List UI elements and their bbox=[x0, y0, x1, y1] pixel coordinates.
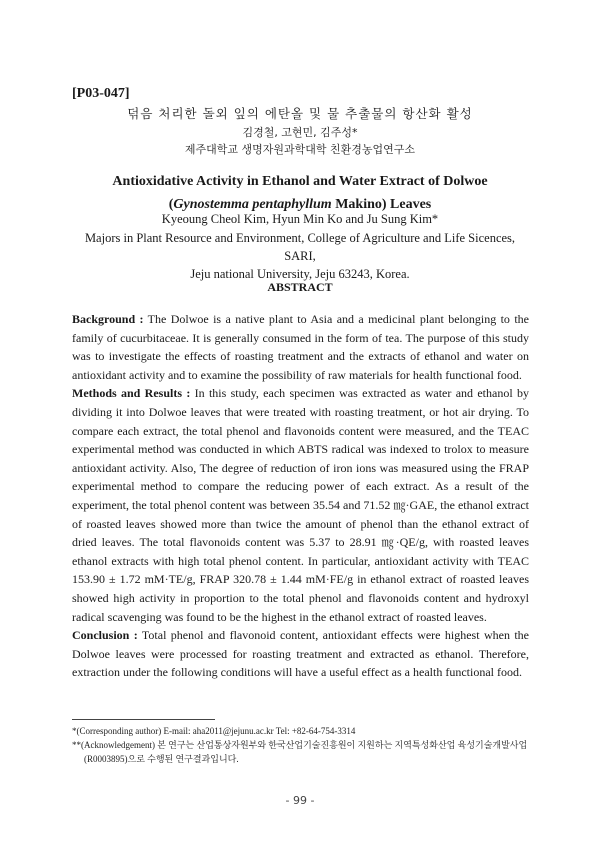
footnote-acknowledgement-cont: (R0003895)으로 수행된 연구결과입니다. bbox=[84, 754, 239, 764]
english-authors: Kyeoung Cheol Kim, Hyun Min Ko and Ju Sung Kim* bbox=[161, 212, 439, 226]
english-title-species: Gynostemma pentaphyllum bbox=[173, 197, 332, 212]
footnote-divider bbox=[72, 719, 215, 720]
conclusion-paragraph bbox=[72, 626, 529, 682]
methods-text: In this study, each specimen was extracted as water and ethanol by dividing it into Dolwoe leaves that were treated with roasting treatment, or hot air drying. To compare each extract, the total phenol and flavonoids content were measured, and the TEAC experimental method was conducted in which ABTS radical was indexed to trolox to measure antioxidant activity. Also, The degree of reduction of iron ions was measured using the FRAP experimental method to compare the reducing power of each extract. As a result of the experiment, the total phenol content was between 35.54 and 71.52 ㎎·GAE, the ethanol extract of roasted leaves showed more than twice the amount of phenol than the ethanol extract of dried leaves. The total flavonoids content was 5.37 to 28.91 ㎎·QE/g, with roasted leaves ethanol extracts with high total phenol content. In particular, antioxidant activity with TEAC 153.90 ± 1.72 mM·TE/g, FRAP 320.78 ± 1.44 mM·FE/g in ethanol extract of roasted leaves showed high activity in proportion to the total phenol and flavonoids content and hydroxyl radical scavenging was found to be the highest in the ethanol extract of roasted leaves. bbox=[72, 386, 529, 624]
abstract-body bbox=[72, 310, 529, 682]
background-label: Background : bbox=[72, 312, 144, 326]
conclusion-label: Conclusion : bbox=[72, 628, 138, 643]
english-title bbox=[72, 170, 528, 216]
english-affiliation-line2: Jeju national University, Jeju 63243, Korea. bbox=[190, 267, 410, 281]
english-title-part1: Antioxidative Activity in Ethanol and Water Extract of Dolwoe ( bbox=[112, 174, 488, 212]
methods-paragraph bbox=[72, 384, 529, 626]
conclusion-text: Total phenol and flavonoid content, antioxidant effects were highest when the Dolwoe leaves were processed for roasting treatment and extracted as ethanol. Therefore, extraction under the following conditions will have a useful effect as a health functional food. bbox=[72, 628, 529, 680]
abstract-code: [P03-047] bbox=[72, 86, 130, 101]
background-paragraph bbox=[72, 310, 529, 384]
english-affiliation-line1: Majors in Plant Resource and Environment, College of Agriculture and Life Sicences, SARI, bbox=[84, 231, 516, 263]
korean-authors: 김경철, 고현민, 김주성* bbox=[242, 126, 358, 139]
english-affiliation bbox=[72, 229, 528, 283]
abstract-heading: ABSTRACT bbox=[267, 280, 333, 294]
korean-title: 덖음 처리한 돌외 잎의 에탄올 및 물 추출물의 항산화 활성 bbox=[127, 106, 473, 121]
background-text: The Dolwoe is a native plant to Asia and a medicinal plant belonging to the family of cucurbitaceae. It is generally consumed in the form of tea. The purpose of this study was to investigate the effects of roasting treatment and the extracts of ethanol and water on antioxidant activity and to examine the possibility of raw materials for health functional food. bbox=[72, 312, 529, 382]
page-number: - 99 - bbox=[285, 794, 315, 807]
footnotes bbox=[72, 724, 529, 766]
footnote-corresponding: *(Corresponding author) E-mail: aha2011@jejunu.ac.kr Tel: +82-64-754-3314 bbox=[72, 726, 356, 736]
footnote-acknowledgement: **(Acknowledgement) 본 연구는 산업통상자원부와 한국산업기술진흥원이 지원하는 지역특성화산업 육성기술개발사업 bbox=[72, 740, 528, 750]
english-title-part2: Makino) Leaves bbox=[331, 197, 432, 212]
methods-label: Methods and Results : bbox=[72, 386, 191, 401]
korean-affiliation: 제주대학교 생명자원과학대학 친환경농업연구소 bbox=[184, 143, 416, 156]
